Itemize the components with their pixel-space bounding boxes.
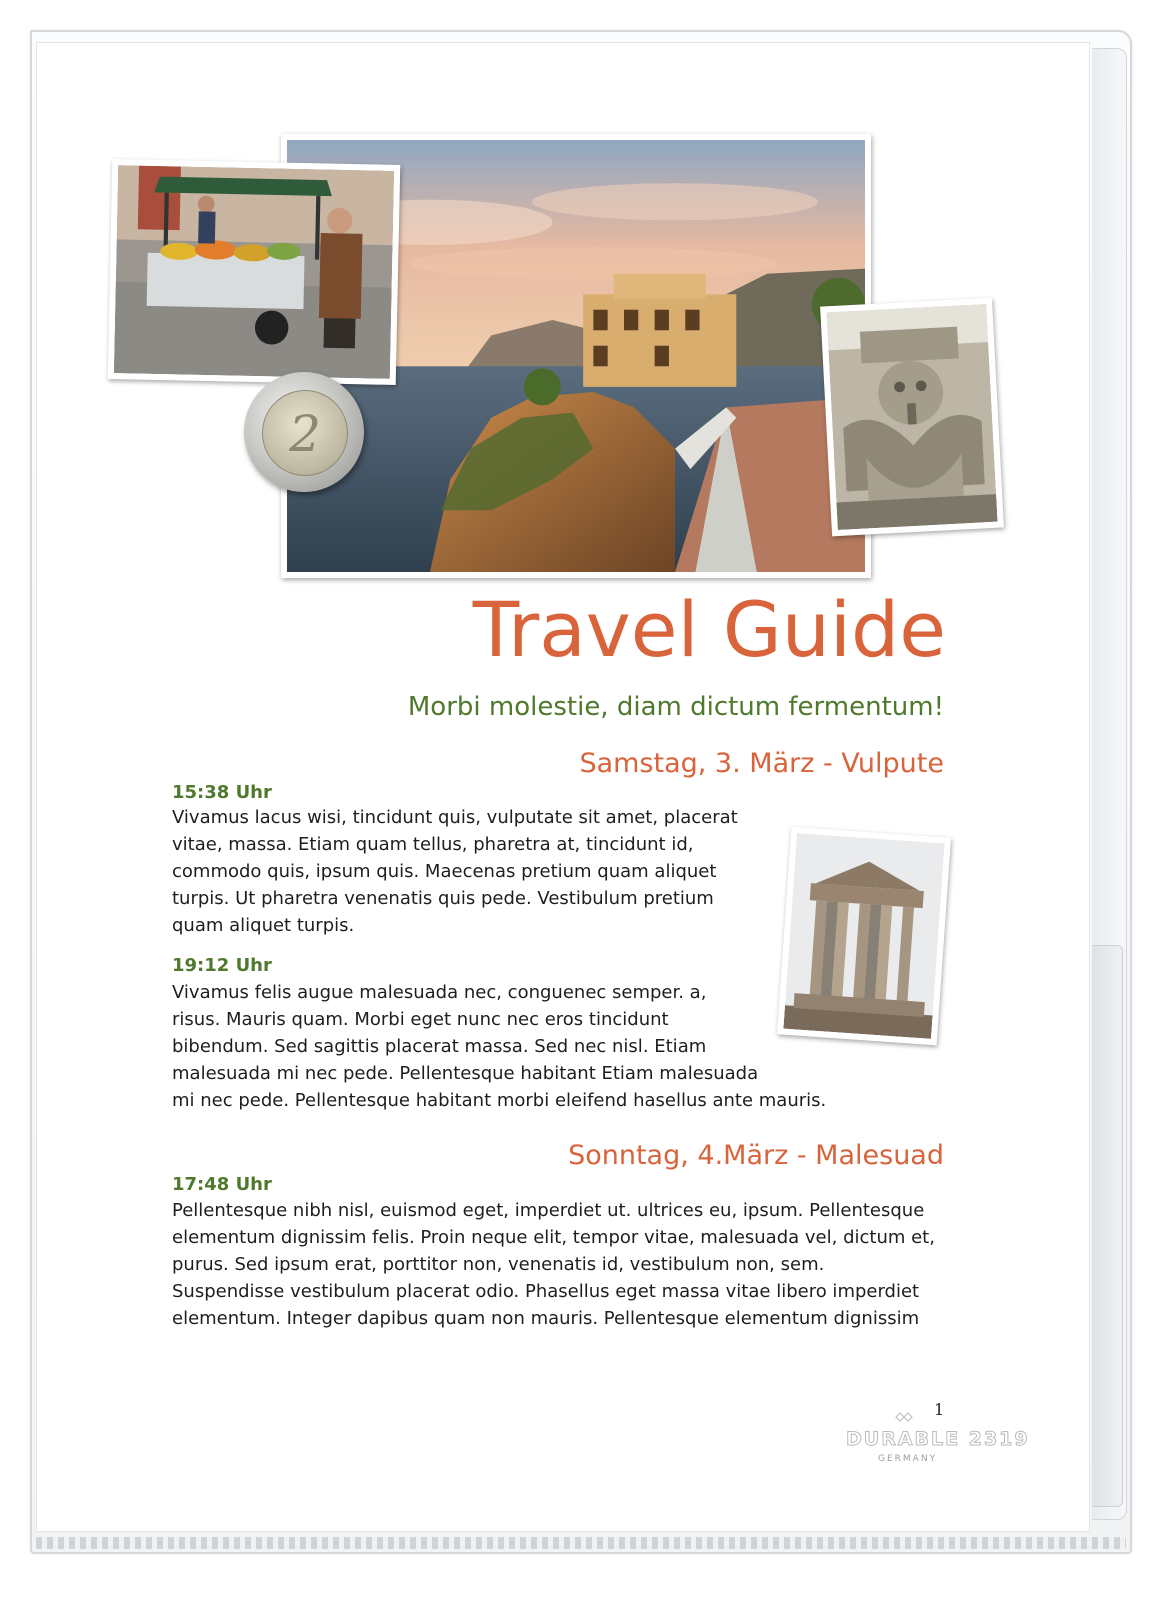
sleeve-notch bbox=[1092, 945, 1123, 1507]
day-heading: Samstag, 3. März - Vulpute bbox=[579, 748, 944, 779]
entry-time: 15:38 Uhr bbox=[172, 782, 272, 803]
entry-paragraph: Vivamus felis augue malesuada nec, conguenec semper. a, risus. Mauris quam. Morbi eget nunc nec eros tincidunt bibendum. Sed sagittis placerat massa. Sed nec nisl. Etiam malesuada mi nec pede. Pellentesque habitant Etiam malesuada mi nec pede. Pellentesque habitant morbi eleifend hasellus ante mauris. bbox=[172, 982, 827, 1111]
sleeve-brand-origin: GERMANY bbox=[878, 1454, 938, 1464]
brand-logo-icon bbox=[895, 1412, 913, 1422]
sleeve-weld-seam bbox=[36, 1537, 1126, 1549]
page-number: 1 bbox=[934, 1400, 945, 1419]
entry-paragraph: Pellentesque nibh nisl, euismod eget, imperdiet ut. ultrices eu, ipsum. Pellentesque elementum dignissim felis. Proin neque elit, tempor vitae, malesuada vel, dictum et, purus. Sed ipsum erat, porttitor non, venenatis id, vestibulum non, sem. Suspendisse vestibulum placerat odio. Phasellus eget massa vitae libero imperdiet elementum. Integer dapibus quam non mauris. Pellentesque elementum dignissim bbox=[172, 1200, 935, 1329]
page-title: Travel Guide bbox=[472, 585, 946, 674]
entry-paragraph: Vivamus lacus wisi, tincidunt quis, vulputate sit amet, placerat vitae, massa. Etiam quam tellus, pharetra at, tincidunt id, commodo quis, ipsum quis. Maecenas pretium quam aliquet turpis. Ut pharetra venenatis quis pede. Vestibulum pretium quam aliquet turpis. bbox=[172, 807, 738, 936]
euro-coin bbox=[244, 372, 364, 492]
entry-time: 17:48 Uhr bbox=[172, 1174, 272, 1195]
page-subtitle: Morbi molestie, diam dictum fermentum! bbox=[407, 692, 944, 722]
sleeve-brand: DURABLE 2319 bbox=[846, 1428, 1030, 1450]
day-heading: Sonntag, 4.März - Malesuad bbox=[568, 1140, 944, 1171]
market-vendor-photo bbox=[108, 159, 401, 385]
coin-value: 2 bbox=[289, 405, 321, 463]
fountain-mask-photo bbox=[820, 298, 1004, 537]
entry-time: 19:12 Uhr bbox=[172, 955, 272, 976]
